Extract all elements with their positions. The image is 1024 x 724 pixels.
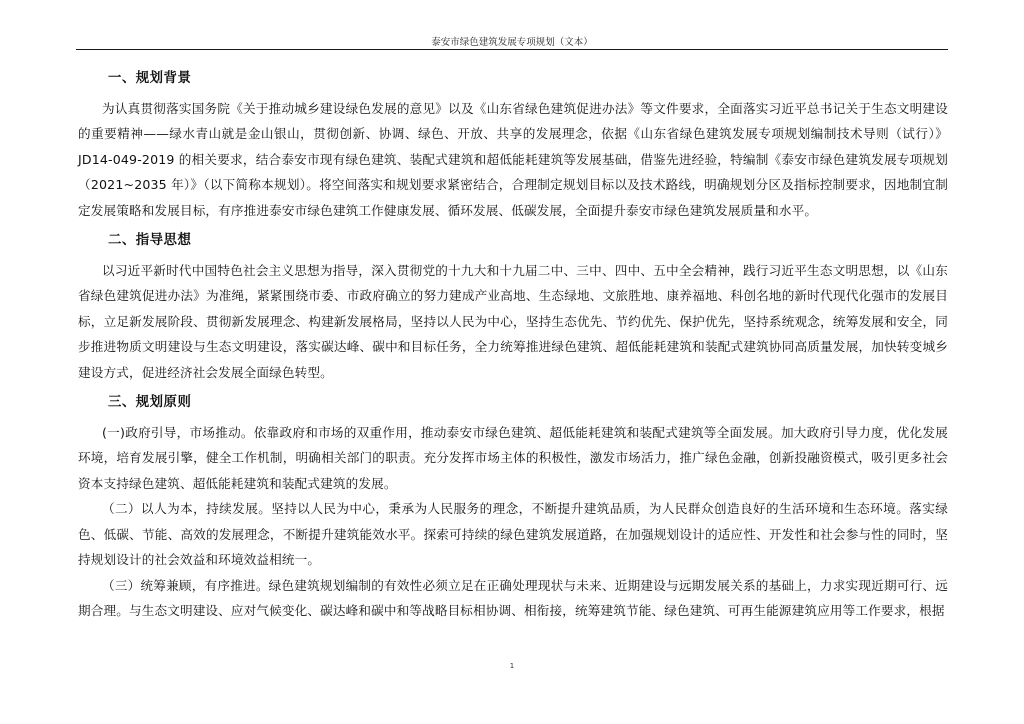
page-number: 1 <box>509 662 515 670</box>
guiding-ideology-paragraph: 以习近平新时代中国特色社会主义思想为指导，深入贯彻党的十九大和十九届二中、三中、四中、五中全会精神，践行习近平生态文明思想，以《山东省绿色建筑促进办法》为准绳，紧紧围绕市委、市政府确立的努力建成产业高地、生态绿地、文旅胜地、康养福地、科创名地的新时代现代化强市的发展目标，立足新发展阶段、贯彻新发展理念、构建新发展格局，坚持以人民为中心，坚持生态优先、节约优先、保护优先，坚持系统观念，统筹发展和安全，同步推进物质文明建设与生态文明建设，落实碳达峰、碳中和目标任务，全力统筹推进绿色建筑、超低能耗建筑和装配式建筑协同高质量发展，加快转变城乡建设方式，促进经济社会发展全面绿色转型。 <box>78 263 948 380</box>
principle-paragraph-1: (一)政府引导，市场推动。依靠政府和市场的双重作用，推动泰安市绿色建筑、超低能耗建筑和装配式建筑等全面发展。加大政府引导力度，优化发展环境，培育发展引擎，健全工作机制，明确相关部门的职责。充分发挥市场主体的积极性，激发市场活力，推广绿色金融，创新投融资模式，吸引更多社会资本支持绿色建筑、超低能耗建筑和装配式建筑的发展。 <box>78 425 948 491</box>
header-divider <box>76 49 948 50</box>
section-title-principles: 三、规划原则 <box>108 395 192 411</box>
page-header: 泰安市绿色建筑发展专项规划（文本） <box>431 37 593 48</box>
document-body <box>78 66 948 623</box>
section-title-background: 一、规划背景 <box>108 71 192 86</box>
principle-paragraph-2: （二）以人为本，持续发展。坚持以人民为中心，秉承为人民服务的理念，不断提升建筑品质，为人民群众创造良好的生活环境和生态环境。落实绿色、低碳、节能、高效的发展理念，不断提升建筑能效水平。探索可持续的绿色建筑发展道路，在加强规划设计的适应性、开发性和社会参与性的同时，坚持规划设计的社会效益和环境效益相统一。 <box>78 501 948 568</box>
principle-paragraph-3: （三）统筹兼顾，有序推进。绿色建筑规划编制的有效性必须立足在正确处理现状与未来、近期建设与远期发展关系的基础上，力求实现近期可行、远期合理。与生态文明建设、应对气候变化、碳达峰和碳中和等战略目标相协调、相衔接，统筹建筑节能、绿色建筑、可再生能源建筑应用等工作要求，根据 <box>78 577 948 618</box>
background-paragraph: 为认真贯彻落实国务院《关于推动城乡建设绿色发展的意见》以及《山东省绿色建筑促进办法》等文件要求，全面落实习近平总书记关于生态文明建设的重要精神——绿水青山就是金山银山，贯彻创新、协调、绿色、开放、共享的发展理念，依据《山东省绿色建筑发展专项规划编制技术导则（试行）》JD14-049-2019 的相关要求，结合泰安市现有绿色建筑、装配式建筑和超低能耗建筑等发展基础，借鉴先进经验，特编制《泰安市绿色建筑发展专项规划（2021~2035 年）》（以下简称本规划）。将空间落实和规划要求紧密结合，合理制定规划目标以及技术路线，明确规划分区及指标控制要求，因地制宜制定发展策略和发展目标，有序推进泰安市绿色建筑工作健康发展、循环发展、低碳发展，全面提升泰安市绿色建筑发展质量和水平。 <box>78 101 948 218</box>
section-title-guiding-ideology: 二、指导思想 <box>108 233 192 249</box>
